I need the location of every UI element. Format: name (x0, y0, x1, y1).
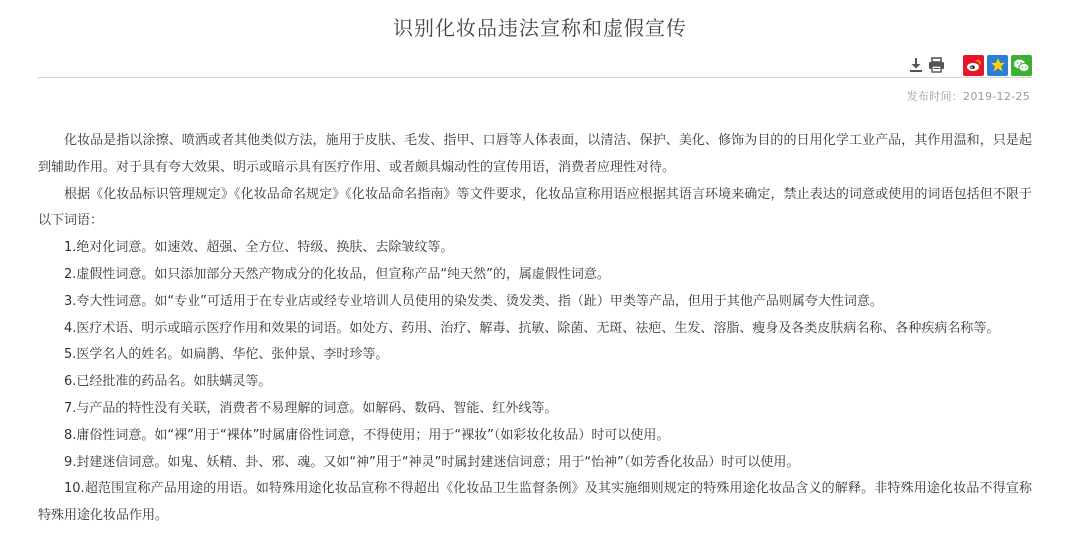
list-item: 1.绝对化词意。如速效、超强、全方位、特级、换肤、去除皱纹等。 (64, 240, 454, 256)
list-item: 6.已经批准的药品名。如肤螨灵等。 (64, 374, 272, 390)
basis-paragraph: 根据《化妆品标识管理规定》《化妆品命名规定》《化妆品命名指南》等文件要求，化妆品宣称用语应根据其语言环境来确定，禁止表达的词意或使用的词语包括但不限于以下词语： (38, 186, 1032, 229)
publish-date: 发布时间：2019-12-25 (906, 90, 1030, 103)
list-item: 3.夸大性词意。如“专业”可适用于在专业店或经专业培训人员使用的染发类、烫发类、指（趾）甲类等产品，但用于其他产品则属夸大性词意。 (64, 293, 883, 309)
article-toolbar (906, 54, 1032, 76)
weibo-icon[interactable] (963, 55, 984, 76)
list-item: 7.与产品的特性没有关联，消费者不易理解的词意。如解码、数码、智能、红外线等。 (64, 400, 558, 416)
list-item: 10.超范围宣称产品用途的用语。如特殊用途化妆品宣称不得超出《化妆品卫生监督条例》及其实施细则规定的特殊用途化妆品含义的解释。非特殊用途化妆品不得宣称特殊用途化妆品作用。 (38, 481, 1032, 524)
list-item: 2.虚假性词意。如只添加部分天然产物成分的化妆品，但宣称产品“纯天然”的，属虚假性词意。 (64, 266, 610, 282)
intro-paragraph: 化妆品是指以涂擦、喷洒或者其他类似方法，施用于皮肤、毛发、指甲、口唇等人体表面，以清洁、保护、美化、修饰为目的的日用化学工业产品，其作用温和，只是起到辅助作用。对于具有夸大效果、明示或暗示具有医疗作用、或者颇具煽动性的宣传用语，消费者应理性对待。 (38, 133, 1032, 175)
article-title: 识别化妆品违法宣称和虚假宣传 (393, 16, 687, 40)
list-item: 5.医学名人的姓名。如扁鹊、华佗、张仲景、李时珍等。 (64, 347, 389, 363)
wechat-icon[interactable] (1011, 55, 1032, 76)
list-item: 9.封建迷信词意。如鬼、妖精、卦、邪、魂。又如“神”用于“神灵”时属封建迷信词意；用于“怡神”（如芳香化妆品）时可以使用。 (64, 454, 800, 470)
title-divider (38, 77, 1032, 78)
download-icon[interactable] (906, 55, 926, 75)
list-item: 4.医疗术语、明示或暗示医疗作用和效果的词语。如处方、药用、治疗、解毒、抗敏、除菌、无斑、祛疤、生发、溶脂、瘦身及各类皮肤病名称、各种疾病名称等。 (64, 320, 1000, 336)
qzone-icon[interactable] (987, 55, 1008, 76)
article-body (38, 128, 1032, 530)
list-item: 8.庸俗性词意。如“裸”用于“裸体”时属庸俗性词意，不得使用；用于“裸妆”（如彩妆化妆品）时可以使用。 (64, 427, 670, 443)
print-icon[interactable] (926, 55, 946, 75)
